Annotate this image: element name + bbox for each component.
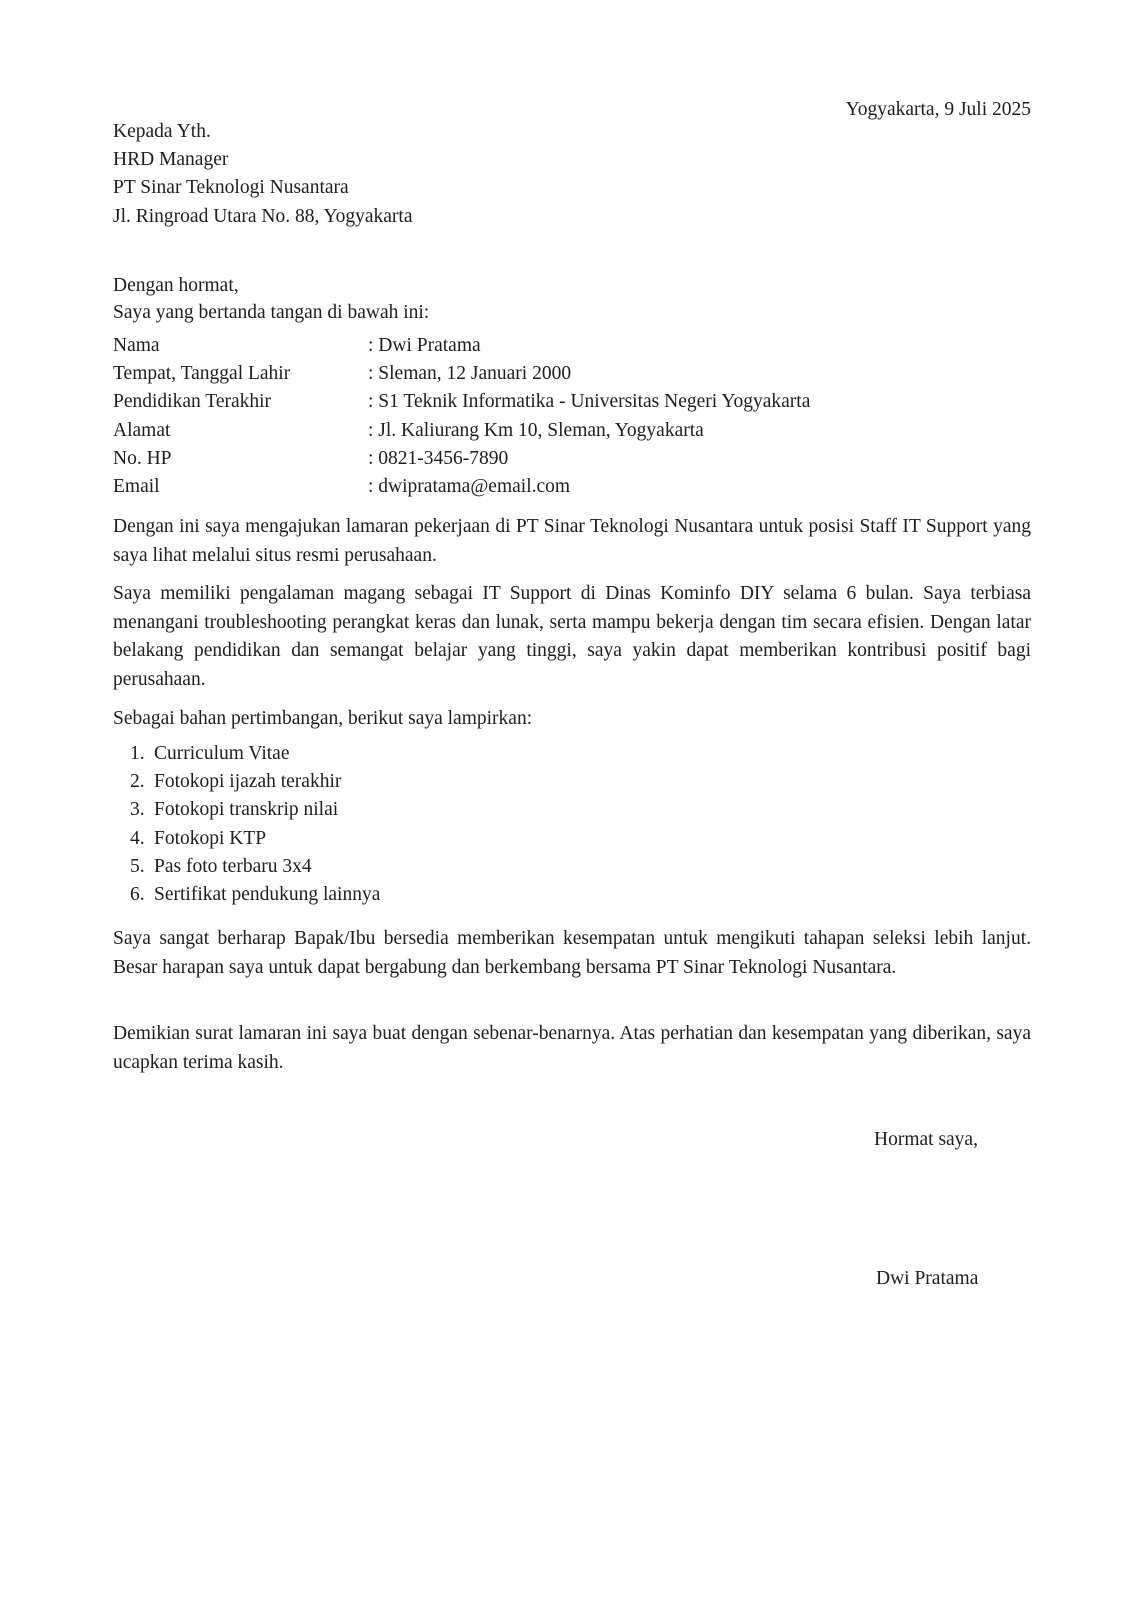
recipient-salutation: Kepada Yth. xyxy=(113,121,211,142)
identity-row-birth xyxy=(113,360,810,388)
recipient-title: HRD Manager xyxy=(113,149,229,171)
paragraph-closing-statement: Demikian surat lamaran ini saya buat dengan sebenar-benarnya. Atas perhatian dan kesempatan yang diberikan, saya ucapkan terima kasih. xyxy=(113,1023,1031,1073)
identity-row-email xyxy=(113,473,810,501)
identity-label: Tempat, Tanggal Lahir xyxy=(113,363,291,385)
paragraph-hope: Saya sangat berharap Bapak/Ibu bersedia memberikan kesempatan untuk mengikuti tahapan seleksi lebih lanjut. Besar harapan saya untuk dapat bergabung dan berkembang bersama PT Sinar Teknologi Nusantara. xyxy=(113,928,1031,978)
identity-row-address xyxy=(113,417,810,445)
list-item xyxy=(130,825,380,853)
paragraph-experience: Saya memiliki pengalaman magang sebagai IT Support di Dinas Kominfo DIY selama 6 bulan. Saya terbiasa menangani troubleshooting perangkat keras dan lunak, serta mampu bekerja dengan tim secara efisien. Dengan latar belakang pendidikan dan semangat belajar yang tinggi, saya yakin dapat memberikan kontribusi positif bagi perusahaan. xyxy=(113,583,1031,690)
list-number: 1. xyxy=(130,743,145,764)
list-item xyxy=(130,768,380,796)
identity-label: Nama xyxy=(113,335,160,356)
identity-value: : dwipratama@email.com xyxy=(368,476,571,498)
identity-value: : Sleman, 12 Januari 2000 xyxy=(368,363,572,385)
paragraph-application: Dengan ini saya mengajukan lamaran pekerjaan di PT Sinar Teknologi Nusantara untuk posisi Staff IT Support yang saya lihat melalui situs resmi perusahaan. xyxy=(113,516,1031,566)
list-item xyxy=(130,881,380,909)
identity-row-phone xyxy=(113,445,810,473)
list-number: 2. xyxy=(130,771,145,793)
recipient-block xyxy=(113,118,413,231)
list-text: Fotokopi ijazah terakhir xyxy=(154,771,342,793)
identity-label: Email xyxy=(113,476,160,498)
list-number: 4. xyxy=(130,827,145,849)
attachment-list xyxy=(130,740,380,909)
list-item xyxy=(130,740,380,768)
recipient-address: Jl. Ringroad Utara No. 88, Yogyakarta xyxy=(113,205,413,227)
list-number: 5. xyxy=(130,855,145,877)
list-text: Curriculum Vitae xyxy=(154,743,290,764)
identity-value: : 0821-3456-7890 xyxy=(368,447,509,469)
identity-label: No. HP xyxy=(113,447,172,469)
opening-block xyxy=(113,272,429,326)
list-number: 3. xyxy=(130,799,145,821)
closing-salutation: Hormat saya, xyxy=(874,1129,978,1150)
recipient-company: PT Sinar Teknologi Nusantara xyxy=(113,177,349,199)
greeting: Dengan hormat, xyxy=(113,275,239,296)
letter-date: Yogyakarta, 9 Juli 2025 xyxy=(845,99,1031,120)
identity-table xyxy=(113,332,810,501)
list-item xyxy=(130,796,380,824)
list-text: Sertifikat pendukung lainnya xyxy=(154,884,381,906)
signer-name: Dwi Pratama xyxy=(876,1268,979,1289)
intro-line: Saya yang bertanda tangan di bawah ini: xyxy=(113,302,430,323)
identity-value: : Jl. Kaliurang Km 10, Sleman, Yogyakarta xyxy=(368,419,704,441)
identity-label: Pendidikan Terakhir xyxy=(113,391,272,413)
identity-row-name xyxy=(113,332,810,360)
paragraph-attachments-intro: Sebagai bahan pertimbangan, berikut saya lampirkan: xyxy=(113,708,533,729)
list-text: Pas foto terbaru 3x4 xyxy=(154,855,312,877)
list-item xyxy=(130,853,380,881)
identity-row-education xyxy=(113,388,810,416)
list-text: Fotokopi KTP xyxy=(154,827,267,849)
list-number: 6. xyxy=(130,884,145,906)
identity-value: : S1 Teknik Informatika - Universitas Negeri Yogyakarta xyxy=(368,391,811,413)
list-text: Fotokopi transkrip nilai xyxy=(154,799,339,821)
identity-label: Alamat xyxy=(113,419,171,441)
identity-value: : Dwi Pratama xyxy=(368,335,481,356)
